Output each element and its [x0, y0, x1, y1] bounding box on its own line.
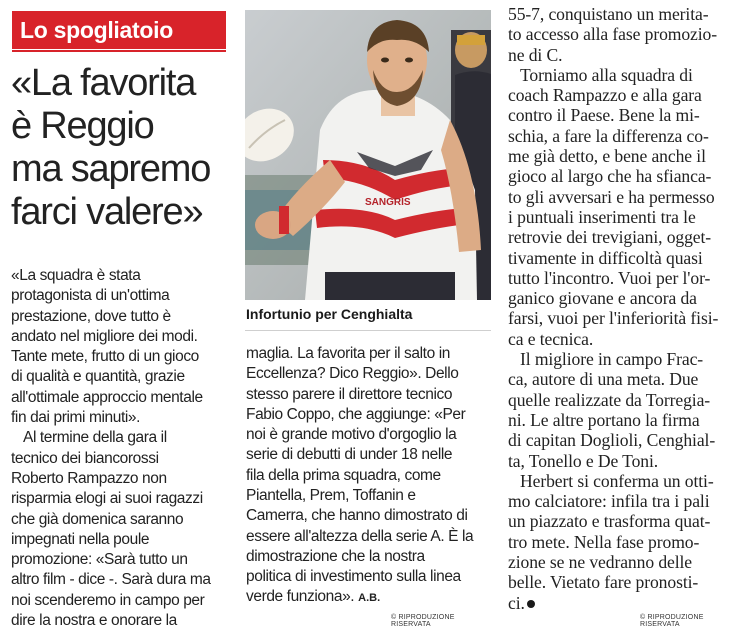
text-line: 55-7, conquistano un merita-	[508, 4, 709, 24]
text-line: risparmia elogi ai suoi ragazzi	[11, 490, 203, 508]
text-line: fin dai primi minuti».	[11, 409, 141, 427]
text-line: maglia. La favorita per il salto in	[246, 345, 450, 362]
text-line: Al termine della gara il	[23, 429, 167, 447]
text-line: Il migliore in campo Frac-	[520, 349, 704, 370]
right-last-line	[508, 593, 535, 613]
text-line: che già domenica saranno	[11, 510, 184, 528]
text-line: «La squadra è stata	[11, 267, 141, 284]
text-line: to accesso alla fase promozio-	[508, 24, 718, 45]
text-line: contro il Paese. Bene la mi-	[508, 105, 700, 126]
text-line: farsi, vuoi per l'inferiorità fisi-	[508, 308, 719, 329]
text-line: Piantella, Prem, Toffanin e	[246, 487, 416, 505]
text-line: prestazione, dove tutto è	[11, 307, 171, 325]
right-body-text	[508, 4, 736, 593]
text-line: ganico giovane e ancora da	[508, 288, 697, 309]
headline-line: farci valere»	[11, 191, 203, 233]
text-line: serie di debutti di under 18 nelle	[246, 446, 453, 464]
copyright-credit: © RIPRODUZIONE RISERVATA	[640, 614, 704, 628]
rugby-player-photo	[245, 10, 491, 300]
photo-caption: Infortunio per Cenghialta	[246, 306, 413, 322]
text-line: noi scenderemo in campo per	[11, 591, 205, 609]
end-bullet-icon	[527, 600, 535, 608]
headline-line: «La favorita	[11, 62, 196, 104]
column-right	[497, 0, 737, 627]
text-line: i puntuali inserimenti tra le	[508, 206, 696, 227]
text-line: altro film - dice -. Sarà dura ma	[11, 571, 211, 589]
sidebar-body-text	[11, 266, 231, 631]
text-line: to gli avversari e ha permesso	[508, 186, 715, 207]
text-line: ca e tecnica.	[508, 328, 594, 349]
section-tag: Lo spogliatoio	[12, 11, 226, 49]
text-line: belle. Vietato fare pronosti-	[508, 572, 699, 593]
text-line: dire la nostra e onorare la	[11, 612, 177, 630]
text-line: me già detto, e bene anche il	[508, 146, 706, 167]
author-signature: A.B.	[358, 592, 381, 604]
text-line: schia, a fare la differenza co-	[508, 125, 709, 146]
text-line: andato nel migliore dei modi.	[11, 327, 198, 345]
headline-line: è Reggio	[11, 105, 154, 147]
text-line: Herbert si conferma un otti-	[520, 470, 714, 491]
text-line: essere all'altezza della serie A. È la	[246, 527, 474, 545]
text-line: Tante mete, frutto di un gioco	[11, 348, 199, 366]
text-line: tivamente in difficoltà quasi	[508, 247, 703, 268]
text-line: Camerra, che hanno dimostrato di	[246, 507, 468, 525]
text-line: gioco al largo che ha sfianca-	[508, 166, 712, 187]
text-line: ni. Le altre portano la firma	[508, 409, 700, 430]
text-line: di qualità e quantità, grazie	[11, 368, 185, 386]
text-line: Torniamo alla squadra di	[520, 64, 693, 85]
text-line: Roberto Rampazzo non	[11, 469, 167, 487]
text-line: all'ottimale approccio mentale	[11, 388, 203, 406]
text-line: stesso parere il direttore tecnico	[246, 385, 453, 403]
text-line: tecnico dei biancorossi	[11, 449, 159, 467]
text-line: Fabio Coppo, che aggiunge: «Per	[246, 405, 466, 423]
text-line: retrovie dei trevigiani, ogget-	[508, 227, 712, 248]
text-line: promozione: «Sarà tutto un	[11, 551, 188, 569]
column-sidebar	[0, 0, 232, 630]
text-line: ta, Tonello e De Toni.	[508, 450, 659, 471]
copyright-credit: © RIPRODUZIONE RISERVATA	[391, 614, 455, 628]
text-line: ne di C.	[508, 44, 563, 65]
text-line: ca, autore di una meta. Due	[508, 369, 699, 390]
text-line: noi è grande motivo d'orgoglio la	[246, 426, 457, 444]
column-middle	[233, 0, 495, 627]
text-line: protagonista di un'ottima	[11, 287, 170, 305]
text-line: fila della prima squadra, come	[246, 466, 441, 484]
text-line: tutto l'incontro. Vuoi per l'or-	[508, 267, 711, 288]
middle-last-line	[246, 587, 380, 608]
tag-underline	[12, 50, 226, 52]
text-line: politica di investimento sulla linea	[246, 568, 461, 586]
text-line: Eccellenza? Dico Reggio». Dello	[246, 365, 459, 383]
text-line: quelle realizzate da Torregia-	[508, 389, 711, 410]
text-line: un piazzato e trasforma quat-	[508, 511, 711, 532]
last-line-text: verde funziona».	[246, 588, 355, 605]
caption-divider	[245, 330, 491, 331]
text-line: zione se ne vedranno delle	[508, 552, 693, 573]
headline	[11, 62, 231, 234]
text-line: di capitan Doglioli, Cenghial-	[508, 430, 716, 451]
jersey-text: SANGRIS	[365, 197, 411, 208]
text-line: mo calciatore: infila tra i pali	[508, 491, 710, 512]
middle-body-text	[246, 344, 494, 588]
text-line: impegnati nella poule	[11, 530, 150, 548]
text-line: tro mete. Nella fase promo-	[508, 531, 700, 552]
headline-line: ma sapremo	[11, 148, 211, 190]
text-line: coach Rampazzo e alla gara	[508, 85, 702, 106]
last-line-text: ci.	[508, 593, 525, 613]
text-line: dimostrazione che la nostra	[246, 547, 425, 565]
